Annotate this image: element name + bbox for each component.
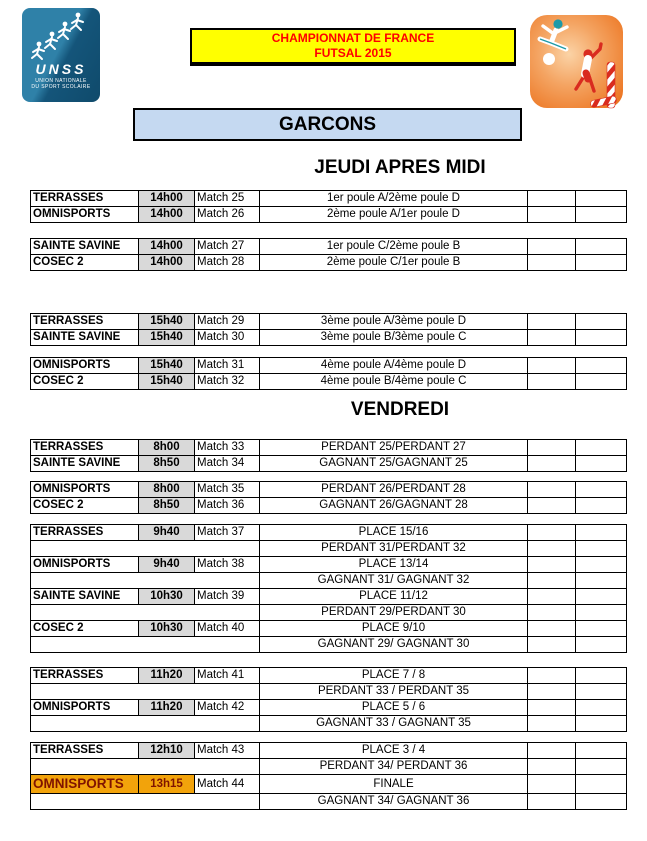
time-cell: 10h30: [139, 589, 195, 605]
match-cell: Match 34: [195, 456, 260, 472]
description-cell: 4ème poule B/4ème poule C: [260, 374, 528, 390]
score-cell: [528, 358, 576, 374]
match-cell: Match 35: [195, 482, 260, 498]
score-cell: [576, 207, 627, 223]
championship-banner: [190, 28, 516, 66]
score-cell: [528, 759, 576, 775]
score-cell: [576, 743, 627, 759]
match-cell: Match 40: [195, 621, 260, 637]
match-cell: Match 30: [195, 330, 260, 346]
score-cell: [528, 743, 576, 759]
time-cell: 8h50: [139, 456, 195, 472]
score-cell: [576, 440, 627, 456]
venue-cell: OMNISPORTS: [31, 775, 139, 794]
unss-subtitle: UNION NATIONALE DU SPORT SCOLAIRE: [31, 78, 91, 90]
score-cell: [576, 314, 627, 330]
match-cell: Match 25: [195, 191, 260, 207]
score-cell: [528, 498, 576, 514]
time-cell: 8h00: [139, 440, 195, 456]
venue-cell: SAINTE SAVINE: [31, 589, 139, 605]
venue-cell: TERRASSES: [31, 743, 139, 759]
score-cell: [528, 637, 576, 653]
schedule-table: [30, 313, 627, 346]
score-cell: [528, 255, 576, 271]
match-cell: Match 32: [195, 374, 260, 390]
time-cell: 15h40: [139, 314, 195, 330]
schedule-table: [30, 667, 627, 732]
spacer-cell: [31, 759, 260, 775]
description-cell: GAGNANT 26/GAGNANT 28: [260, 498, 528, 514]
score-cell: [576, 557, 627, 573]
description-cell: PLACE 15/16: [260, 525, 528, 541]
description-cell: 4ème poule A/4ème poule D: [260, 358, 528, 374]
score-cell: [528, 456, 576, 472]
score-cell: [576, 239, 627, 255]
table-row: [31, 573, 627, 589]
venue-cell: COSEC 2: [31, 374, 139, 390]
match-cell: Match 27: [195, 239, 260, 255]
match-cell: Match 39: [195, 589, 260, 605]
time-cell: 15h40: [139, 374, 195, 390]
table-row: [31, 239, 627, 255]
match-cell: Match 41: [195, 668, 260, 684]
venue-cell: OMNISPORTS: [31, 557, 139, 573]
table-row: [31, 589, 627, 605]
score-cell: [528, 700, 576, 716]
score-cell: [528, 573, 576, 589]
table-row: [31, 541, 627, 557]
description-cell: PERDANT 26/PERDANT 28: [260, 482, 528, 498]
time-cell: 12h10: [139, 743, 195, 759]
score-cell: [528, 589, 576, 605]
venue-cell: SAINTE SAVINE: [31, 456, 139, 472]
score-cell: [528, 605, 576, 621]
spacer-cell: [31, 605, 260, 621]
score-cell: [576, 759, 627, 775]
description-cell: PLACE 11/12: [260, 589, 528, 605]
venue-cell: OMNISPORTS: [31, 482, 139, 498]
day-heading: JEUDI APRES MIDI: [314, 157, 486, 178]
table-row: [31, 605, 627, 621]
table-row: [31, 637, 627, 653]
day-heading: VENDREDI: [350, 399, 450, 420]
table-row: [31, 743, 627, 759]
venue-cell: COSEC 2: [31, 255, 139, 271]
description-cell: PERDANT 31/PERDANT 32: [260, 541, 528, 557]
table-row: [31, 668, 627, 684]
score-cell: [576, 637, 627, 653]
table-row: [31, 255, 627, 271]
score-cell: [576, 573, 627, 589]
description-cell: FINALE: [260, 775, 528, 794]
table-row: [31, 557, 627, 573]
table-row: [31, 498, 627, 514]
description-cell: PLACE 5 / 6: [260, 700, 528, 716]
venue-cell: TERRASSES: [31, 191, 139, 207]
table-row: [31, 207, 627, 223]
venue-cell: OMNISPORTS: [31, 700, 139, 716]
table-row: [31, 374, 627, 390]
table-row: [31, 684, 627, 700]
futsal-players-icon: [528, 13, 625, 110]
score-cell: [576, 668, 627, 684]
table-row: [31, 716, 627, 732]
description-cell: GAGNANT 31/ GAGNANT 32: [260, 573, 528, 589]
table-row: [31, 621, 627, 637]
score-cell: [528, 794, 576, 810]
score-cell: [576, 191, 627, 207]
score-cell: [576, 541, 627, 557]
description-cell: 2ème poule C/1er poule B: [260, 255, 528, 271]
score-cell: [576, 794, 627, 810]
schedule-table: [30, 742, 627, 810]
score-cell: [576, 716, 627, 732]
score-cell: [576, 456, 627, 472]
description-cell: PLACE 9/10: [260, 621, 528, 637]
match-cell: Match 38: [195, 557, 260, 573]
unss-title: UNSS: [35, 61, 87, 77]
venue-cell: SAINTE SAVINE: [31, 239, 139, 255]
spacer-cell: [31, 716, 260, 732]
banner-line2: FUTSAL 2015: [314, 46, 392, 60]
match-cell: Match 29: [195, 314, 260, 330]
time-cell: 11h20: [139, 668, 195, 684]
venue-cell: OMNISPORTS: [31, 358, 139, 374]
table-row: [31, 456, 627, 472]
description-cell: GAGNANT 33 / GAGNANT 35: [260, 716, 528, 732]
match-cell: Match 28: [195, 255, 260, 271]
score-cell: [576, 589, 627, 605]
score-cell: [528, 525, 576, 541]
spacer-cell: [31, 573, 260, 589]
description-cell: 1er poule C/2ème poule B: [260, 239, 528, 255]
score-cell: [528, 668, 576, 684]
description-cell: 1er poule A/2ème poule D: [260, 191, 528, 207]
score-cell: [528, 775, 576, 794]
table-row: [31, 314, 627, 330]
schedule-content: [0, 157, 647, 810]
score-cell: [528, 482, 576, 498]
schedule-table: [30, 439, 627, 472]
schedule-table: [30, 524, 627, 653]
match-cell: Match 31: [195, 358, 260, 374]
time-cell: 11h20: [139, 700, 195, 716]
venue-cell: TERRASSES: [31, 668, 139, 684]
runners-icon: [25, 10, 97, 62]
score-cell: [528, 541, 576, 557]
score-cell: [528, 621, 576, 637]
description-cell: GAGNANT 34/ GAGNANT 36: [260, 794, 528, 810]
spacer-cell: [31, 637, 260, 653]
score-cell: [576, 525, 627, 541]
unss-logo: [22, 8, 100, 102]
schedule-table: [30, 238, 627, 271]
time-cell: 13h15: [139, 775, 195, 794]
time-cell: 14h00: [139, 255, 195, 271]
table-row: [31, 759, 627, 775]
description-cell: 3ème poule A/3ème poule D: [260, 314, 528, 330]
venue-cell: SAINTE SAVINE: [31, 330, 139, 346]
score-cell: [576, 330, 627, 346]
banner-line1: CHAMPIONNAT DE FRANCE: [271, 31, 435, 45]
description-cell: PERDANT 29/PERDANT 30: [260, 605, 528, 621]
time-cell: 8h00: [139, 482, 195, 498]
table-row: [31, 525, 627, 541]
time-cell: 9h40: [139, 557, 195, 573]
match-cell: Match 36: [195, 498, 260, 514]
match-cell: Match 44: [195, 775, 260, 794]
score-cell: [528, 314, 576, 330]
match-cell: Match 33: [195, 440, 260, 456]
description-cell: PLACE 3 / 4: [260, 743, 528, 759]
score-cell: [528, 330, 576, 346]
time-cell: 14h00: [139, 207, 195, 223]
time-cell: 15h40: [139, 330, 195, 346]
schedule-table: [30, 357, 627, 390]
time-cell: 14h00: [139, 239, 195, 255]
category-title: GARCONS: [133, 108, 522, 141]
score-cell: [528, 207, 576, 223]
score-cell: [576, 621, 627, 637]
description-cell: PERDANT 34/ PERDANT 36: [260, 759, 528, 775]
score-cell: [576, 374, 627, 390]
table-row: [31, 794, 627, 810]
time-cell: 14h00: [139, 191, 195, 207]
score-cell: [576, 358, 627, 374]
score-cell: [576, 482, 627, 498]
score-cell: [528, 557, 576, 573]
score-cell: [528, 440, 576, 456]
venue-cell: TERRASSES: [31, 440, 139, 456]
time-cell: 9h40: [139, 525, 195, 541]
spacer-cell: [31, 541, 260, 557]
score-cell: [528, 716, 576, 732]
description-cell: GAGNANT 29/ GAGNANT 30: [260, 637, 528, 653]
schedule-table: [30, 481, 627, 514]
time-cell: 15h40: [139, 358, 195, 374]
venue-cell: TERRASSES: [31, 525, 139, 541]
score-cell: [528, 374, 576, 390]
score-cell: [528, 684, 576, 700]
table-row: [31, 358, 627, 374]
table-row: [31, 775, 627, 794]
score-cell: [576, 684, 627, 700]
description-cell: GAGNANT 25/GAGNANT 25: [260, 456, 528, 472]
schedule-table: [30, 190, 627, 223]
match-cell: Match 26: [195, 207, 260, 223]
description-cell: PLACE 7 / 8: [260, 668, 528, 684]
score-cell: [576, 775, 627, 794]
score-cell: [576, 700, 627, 716]
score-cell: [576, 255, 627, 271]
table-row: [31, 191, 627, 207]
score-cell: [528, 239, 576, 255]
venue-cell: COSEC 2: [31, 621, 139, 637]
venue-cell: TERRASSES: [31, 314, 139, 330]
spacer-cell: [31, 684, 260, 700]
time-cell: 10h30: [139, 621, 195, 637]
description-cell: 2ème poule A/1er poule D: [260, 207, 528, 223]
score-cell: [528, 191, 576, 207]
venue-cell: OMNISPORTS: [31, 207, 139, 223]
description-cell: PLACE 13/14: [260, 557, 528, 573]
time-cell: 8h50: [139, 498, 195, 514]
score-cell: [576, 605, 627, 621]
venue-cell: COSEC 2: [31, 498, 139, 514]
table-row: [31, 700, 627, 716]
table-row: [31, 482, 627, 498]
match-cell: Match 42: [195, 700, 260, 716]
description-cell: 3ème poule B/3ème poule C: [260, 330, 528, 346]
score-cell: [576, 498, 627, 514]
spacer-cell: [31, 794, 260, 810]
match-cell: Match 37: [195, 525, 260, 541]
description-cell: PERDANT 25/PERDANT 27: [260, 440, 528, 456]
match-cell: Match 43: [195, 743, 260, 759]
description-cell: PERDANT 33 / PERDANT 35: [260, 684, 528, 700]
table-row: [31, 440, 627, 456]
table-row: [31, 330, 627, 346]
